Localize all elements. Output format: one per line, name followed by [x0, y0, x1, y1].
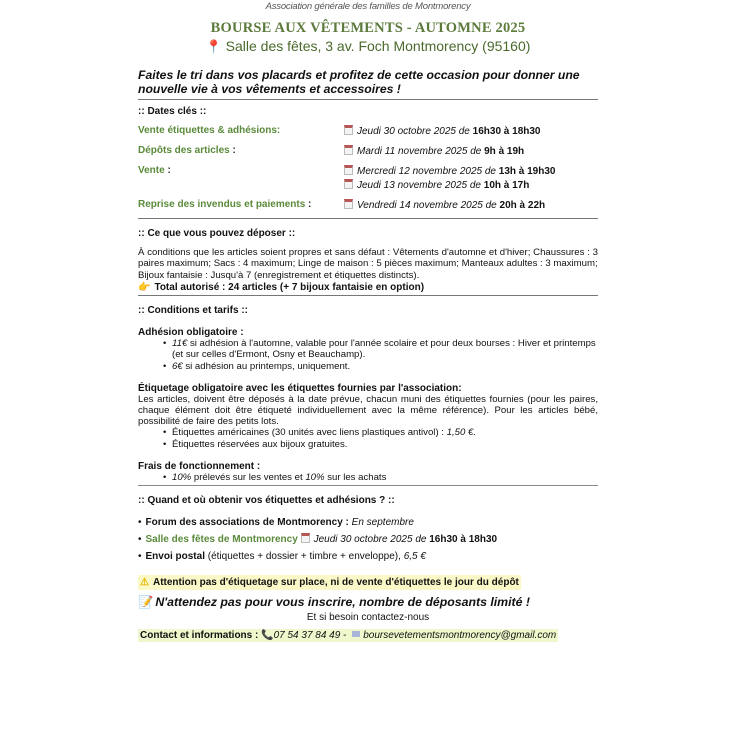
frais-title: Frais de fonctionnement : — [138, 460, 261, 472]
date-row — [138, 125, 598, 139]
calendar-icon — [301, 533, 310, 543]
conditions-section-title: :: Conditions et tarifs :: — [138, 305, 248, 317]
list-item: • 11€ si adhésion à l'automne, valable pour l'année scolaire et pour deux bourses : Hiver et printemps (et sur celles d'Ermont, Osny et Beauchamp). — [172, 338, 598, 360]
date-line: Vendredi 14 novembre 2025 de 20h à 22h — [344, 199, 598, 213]
list-item: • Salle des fêtes de Montmorency Jeudi 30 octobre 2025 de 16h30 à 18h30 — [138, 534, 498, 546]
where-section-title: :: Quand et où obtenir vos étiquettes et adhésions ? :: — [138, 495, 395, 507]
etiquetage-text: Les articles, doivent être déposés à la date prévue, chacun muni des étiquettes fournies (pour les paires, chaque élément doit être étiqueté individuellement avec la même référence). Pour les articles bébé, possibilité de faire des petits lots. — [138, 393, 598, 428]
date-label: Reprise des invendus et paiements — [138, 199, 306, 210]
association-name: Association générale des familles de Montmorency — [265, 1, 471, 12]
divider — [138, 295, 598, 296]
where-list — [138, 514, 598, 565]
venue-address: Salle des fêtes, 3 av. Foch Montmorency (95160) — [225, 38, 531, 54]
contact-prompt: Et si besoin contactez-nous — [306, 612, 430, 624]
frais-list — [138, 472, 598, 483]
date-line: Jeudi 13 novembre 2025 de 10h à 17h — [344, 179, 598, 193]
date-label: Dépôts des articles — [138, 145, 230, 156]
event-title: BOURSE AUX VÊTEMENTS - AUTOMNE 2025 — [210, 20, 526, 36]
divider — [138, 99, 598, 100]
memo-icon: 📝 — [138, 595, 154, 610]
email-link[interactable]: boursevetementsmontmorency@gmail.com — [363, 630, 557, 642]
phone-icon: 📞 — [261, 630, 274, 642]
deposit-section-title: :: Ce que vous pouvez déposer :: — [138, 228, 296, 239]
contact-line: Contact et informations : 📞07 54 37 84 49 - boursevetementsmontmorency@gmail.com — [140, 630, 557, 642]
intro-text: Faites le tri dans vos placards et profitez de cette occasion pour donner une nouvelle vie à vos vêtements et accessoires ! — [138, 68, 580, 96]
adhesion-title: Adhésion obligatoire : — [138, 327, 244, 339]
flyer — [138, 0, 598, 642]
dates-section-title: :: Dates clés :: — [138, 106, 207, 117]
list-item: • Étiquettes réservées aux bijoux gratuites. — [172, 439, 598, 450]
list-item: • Forum des associations de Montmorency : En septembre — [138, 517, 414, 529]
deposit-text: À conditions que les articles soient propres et sans défaut : Vêtements d'automne et d'hiver; Chaussures : 3 paires maximum; Sacs : 4 maximum; Linge de maison : 5 pièces maximum; Manteaux adultes : 3 maximum; Bijoux fantaisie : Jusqu'à 7 (enregistrement et étiquettes distincts). — [138, 247, 598, 281]
total-allowed: 👉 Total autorisé : 24 articles (+ 7 bijoux fantaisie en option) — [138, 282, 425, 294]
date-label: Vente étiquettes & adhésions: — [138, 125, 281, 136]
venue-line — [138, 38, 598, 55]
date-row: Dépôts des articles : Mardi 11 novembre 2025 de 9h à 19h — [138, 145, 598, 159]
date-row: Vente : Mercredi 12 novembre 2025 de 13h à 19h30 Jeudi 13 novembre 2025 de 10h à 17h — [138, 165, 598, 193]
etiquetage-list — [138, 427, 598, 449]
date-row: Reprise des invendus et paiements : Vendredi 14 novembre 2025 de 20h à 22h — [138, 199, 598, 213]
divider — [138, 218, 598, 219]
call-to-action: 📝 N'attendez pas pour vous inscrire, nombre de déposants limité ! — [138, 595, 530, 610]
date-line: Mardi 11 novembre 2025 de 9h à 19h — [344, 145, 598, 159]
email-icon — [352, 631, 360, 637]
etiquetage-title: Étiquetage obligatoire avec les étiquettes fournies par l'association: — [138, 382, 462, 394]
warning-banner: ⚠ Attention pas d'étiquetage sur place, ni de vente d'étiquettes le jour du dépôt — [140, 577, 519, 589]
date-line: Mercredi 12 novembre 2025 de 13h à 19h30 — [344, 165, 598, 179]
calendar-icon — [344, 199, 353, 209]
phone-number[interactable]: 07 54 37 84 49 — [273, 630, 341, 642]
calendar-icon — [344, 145, 353, 155]
map-pin-icon: 📍 — [205, 39, 222, 54]
calendar-icon — [344, 125, 353, 135]
list-item: • Envoi postal (étiquettes + dossier + timbre + enveloppe), 6,5 € — [138, 551, 426, 563]
divider — [138, 485, 598, 486]
pointing-hand-icon: 👉 — [138, 282, 151, 294]
list-item: • 6€ si adhésion au printemps, uniquement. — [172, 361, 598, 372]
date-line: Jeudi 30 octobre 2025 de 16h30 à 18h30 — [344, 125, 598, 139]
contact-label: Contact et informations : — [140, 630, 259, 642]
list-item: • Étiquettes américaines (30 unités avec liens plastiques antivol) : 1,50 €. — [172, 427, 598, 438]
list-item: • 10% prélevés sur les ventes et 10% sur les achats — [172, 472, 598, 483]
dates-table — [138, 125, 598, 213]
calendar-icon — [344, 179, 353, 189]
date-label: Vente — [138, 165, 165, 176]
calendar-icon — [344, 165, 353, 175]
adhesion-list — [138, 338, 598, 372]
warning-icon: ⚠ — [140, 577, 149, 589]
